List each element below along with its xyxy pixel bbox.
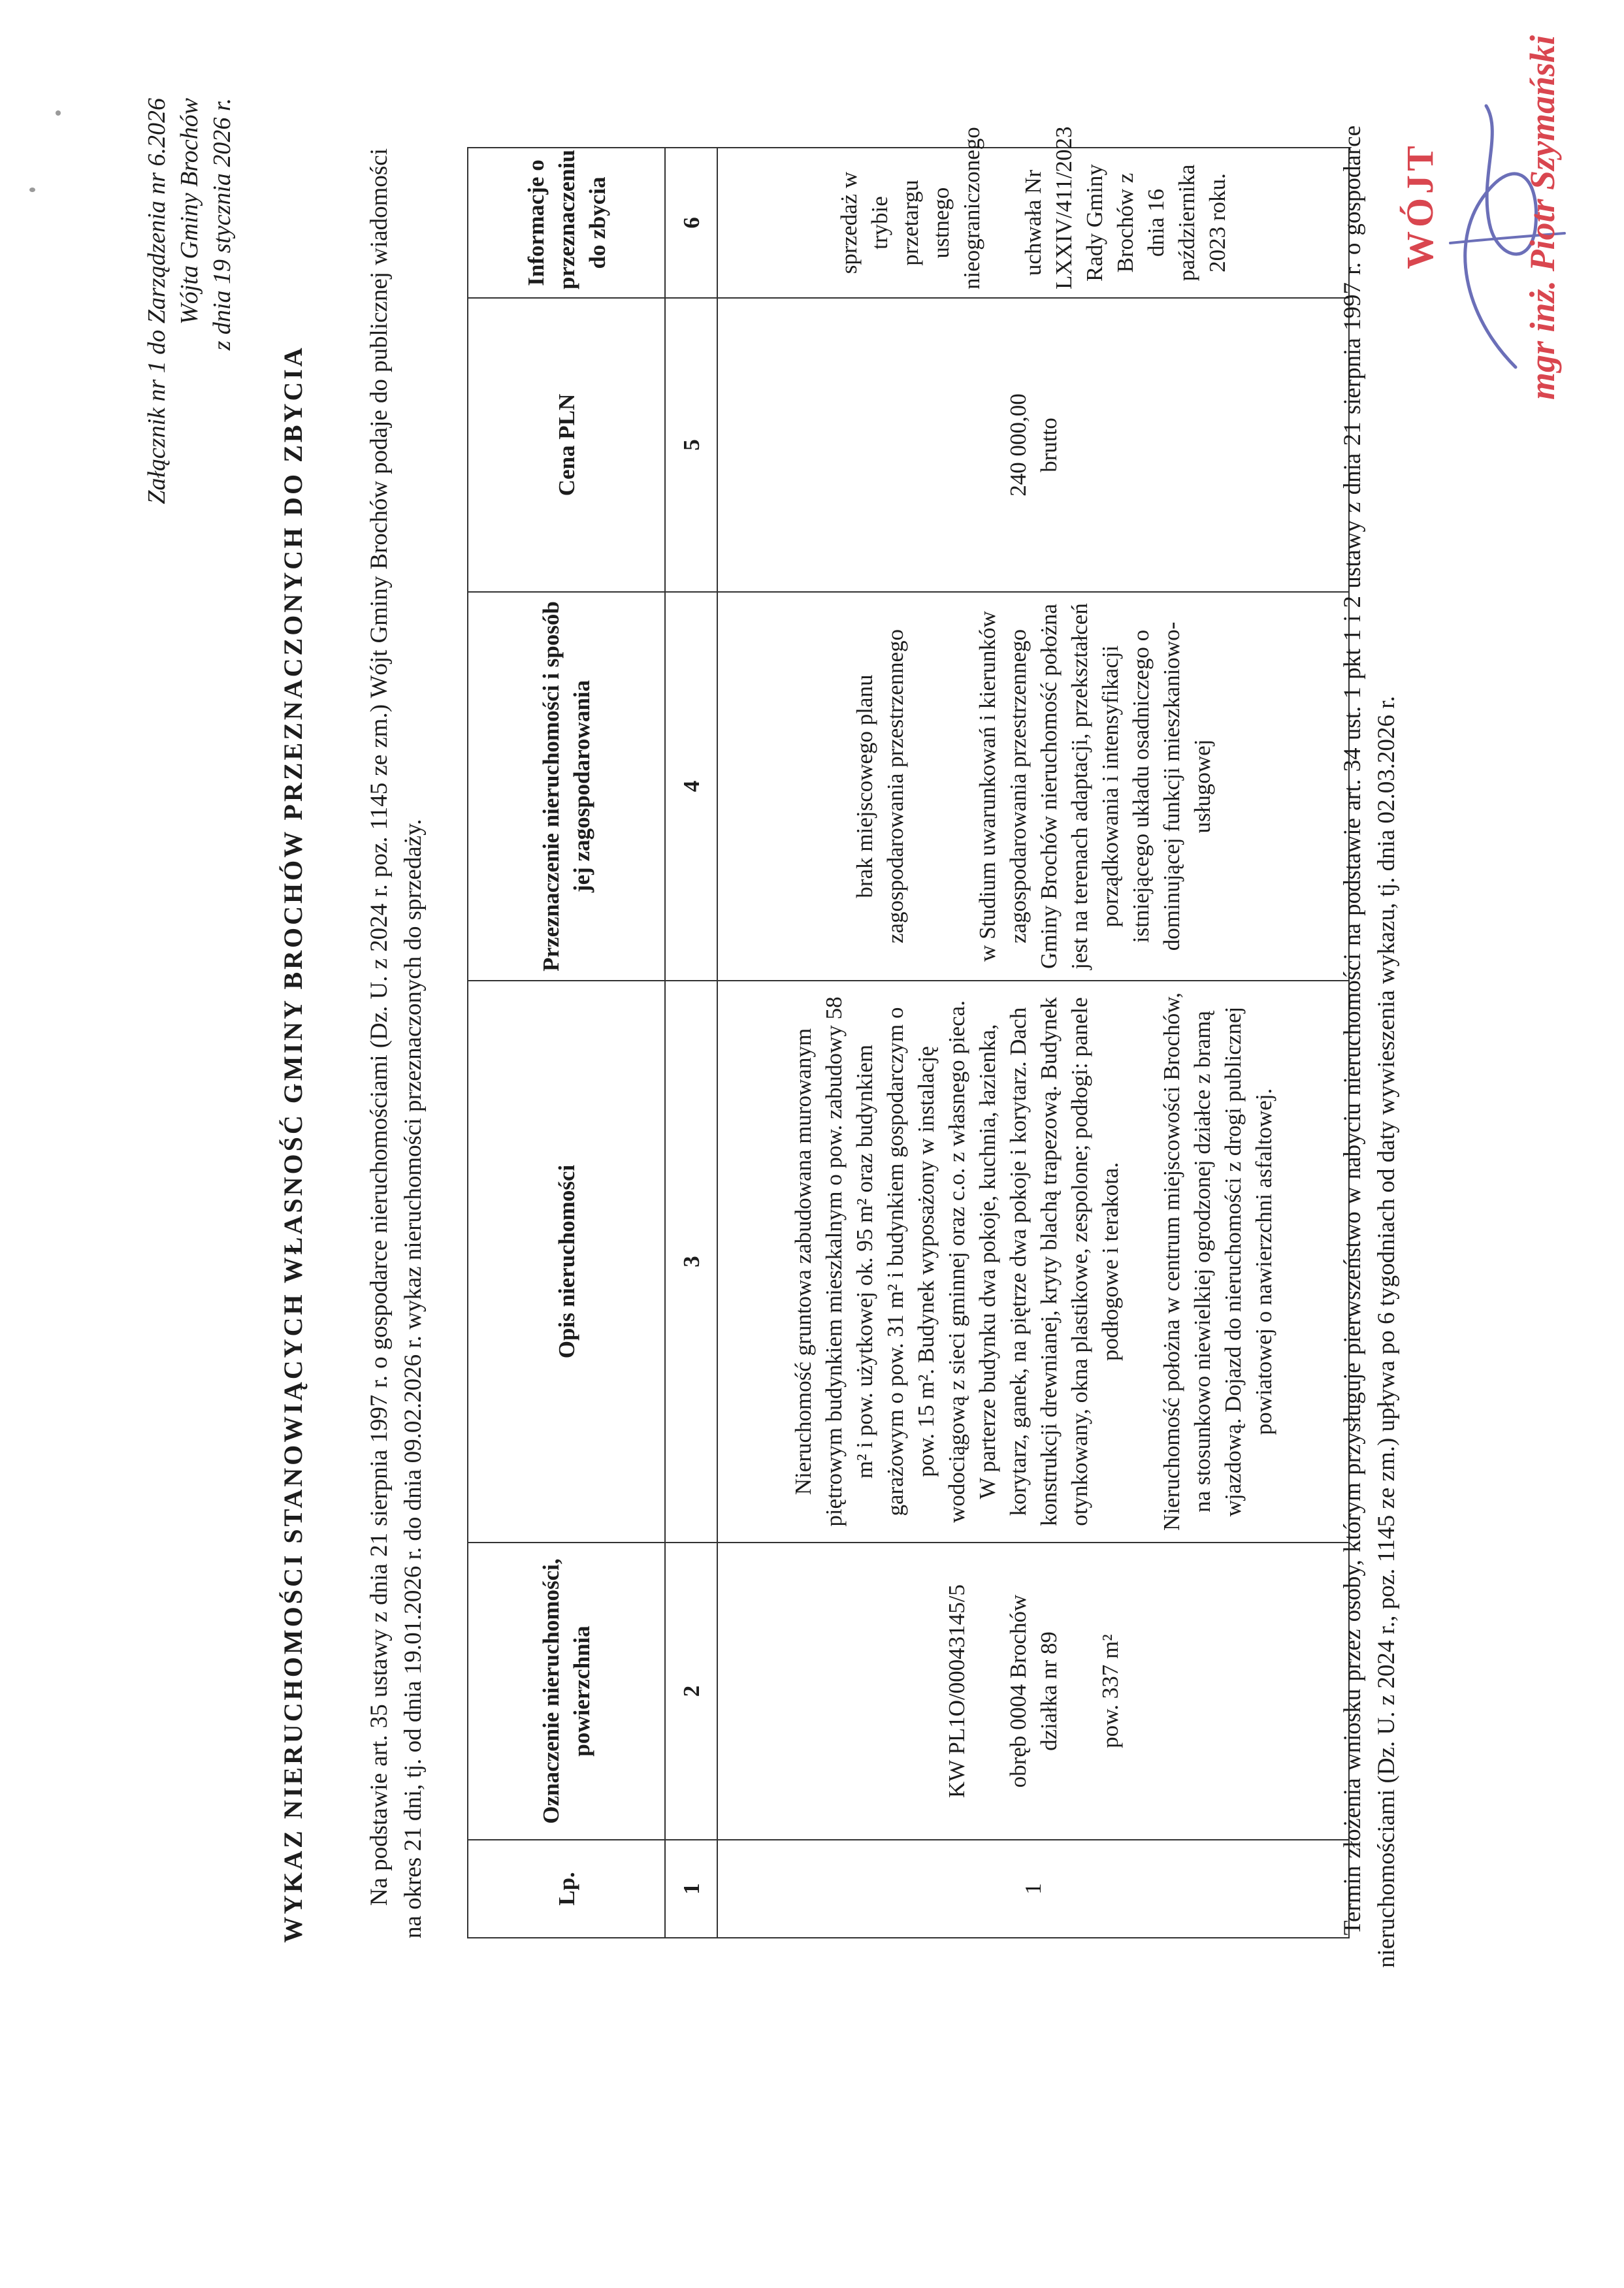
attachment-line: Wójta Gminy Brochów [176, 98, 203, 325]
column-number: 2 [665, 1543, 717, 1840]
scan-speck [56, 110, 61, 116]
table-row [717, 148, 1349, 1938]
header-purpose: Przeznaczenie nieruchomości i sposób jej zagospodarowania [468, 592, 665, 981]
plot-area: pow. 337 m² [1097, 1634, 1123, 1748]
info-paragraph: sprzedaż w trybie przetargu ustnego nieograniczonego [836, 127, 984, 289]
plot-number: działka nr 89 [1035, 1631, 1062, 1751]
stamp-name: mgr inż. Piotr Szymański [1523, 35, 1562, 400]
cell-price [717, 298, 1349, 592]
page-title: WYKAZ NIERUCHOMOŚCI STANOWIĄCYCH WŁASNOŚĆ GMINY BROCHÓW PRZEZNACZONYCH DO ZBYCIA [278, 345, 308, 1943]
scan-speck [29, 188, 35, 192]
cell-lp: 1 [717, 1840, 1349, 1938]
cell-designation [717, 1543, 1349, 1840]
column-number-row [665, 148, 717, 1938]
header-price: Cena PLN [468, 298, 665, 592]
price-value: 240 000,00 [1005, 393, 1031, 497]
footer-paragraph: Termin złożenia wniosku przez osoby, którym przysługuje pierwszeństwo w nabyciu nieruchomości na podstawie art. 34 ust. 1 pkt 1 i 2 ustawy z dnia 21 sierpnia 1997 r. o gospodarce nieruchomościami (Dz. U. z 2024 r., poz. 1145 ze zm.) upływa po 6 tygodniach od daty wywieszenia wykazu, tj. dnia 02.03.2026 r. [1339, 125, 1400, 1968]
signature-stamp [1398, 35, 1594, 419]
price-note: brutto [1035, 417, 1062, 472]
property-table [467, 126, 1350, 1938]
attachment-note [140, 98, 238, 751]
header-description: Opis nieruchomości [468, 981, 665, 1543]
intro-paragraph: Na podstawie art. 35 ustawy z dnia 21 sierpnia 1997 r. o gospodarce nieruchomościami (Dz. U. z 2024 r. poz. 1145 ze zm.) Wójt Gminy Brochów podaje do publicznej wiadomości na okres 21 dni, tj. od dnia 19.01.2026 r. do dnia 09.02.2026 r. wykaz nieruchomości przeznaczonych do sprzedaży. [366, 148, 427, 1938]
attachment-line: Załącznik nr 1 do Zarządzenia nr 6.2026 [143, 98, 171, 504]
cell-purpose [717, 592, 1349, 981]
column-number: 3 [665, 981, 717, 1543]
table-header-row [468, 148, 665, 1938]
column-number: 6 [665, 148, 717, 298]
column-number: 4 [665, 592, 717, 981]
precinct: obręb 0004 Brochów [1005, 1594, 1031, 1788]
purpose-paragraph: w Studium uwarunkowań i kierunków zagospodarowania przestrzennego Gminy Brochów nieruchomość położna jest na terenach adaptacji, przekształceń porządkowania i intensyfikacji istniejącego układu osadniczego o dominującej funkcji mieszkaniowo-usługowej [974, 603, 1215, 970]
column-number: 5 [665, 298, 717, 592]
cell-description [717, 981, 1349, 1543]
column-number: 1 [665, 1840, 717, 1938]
attachment-line: z dnia 19 stycznia 2026 r. [208, 98, 236, 351]
land-register-number: KW PL1O/00043145/5 [943, 1584, 969, 1798]
header-lp: Lp. [468, 1840, 665, 1938]
header-designation: Oznaczenie nieruchomości, powierzchnia [468, 1543, 665, 1840]
stamp-title: WÓJT [1399, 142, 1441, 269]
description-paragraph: Nieruchomość gruntowa zabudowana murowanym piętrowym budynkiem mieszkalnym o pow. zabudowy 58 m² i pow. użytkowej ok. 95 m² oraz budynkiem garażowym o pow. 31 m² i budynkiem gospodarczym o pow. 15 m². Budynek wyposażony w instalację wodociągową z sieci gminnej oraz c.o. z własnego pieca. W parterze budynku dwa pokoje, kuchnia, łazienka, korytarz, ganek, na piętrze dwa pokoje i korytarz. Dach konstrukcji drewnianej, kryty blachą trapezową. Budynek otynkowany, okna plastikowe, zespolone; podłogi: panele podłogowe i terakota. [790, 996, 1123, 1527]
purpose-paragraph: brak miejscowego planu zagospodarowania przestrzennego [851, 629, 908, 944]
info-paragraph: uchwała Nr LXXIV/411/2023 Rady Gminy Brochów z dnia 16 października 2023 roku. [1020, 126, 1230, 289]
description-paragraph: Nieruchomość położna w centrum miejscowości Brochów, na stosunkowo niewielkiej ogrodzonej działce z bramą wjazdową. Dojazd do nieruchomości z drogi publicznej powiatowej o nawierzchni asfaltowej. [1158, 992, 1276, 1531]
header-info: Informacje o przeznaczeniu do zbycia [468, 148, 665, 298]
cell-info [717, 126, 1349, 298]
